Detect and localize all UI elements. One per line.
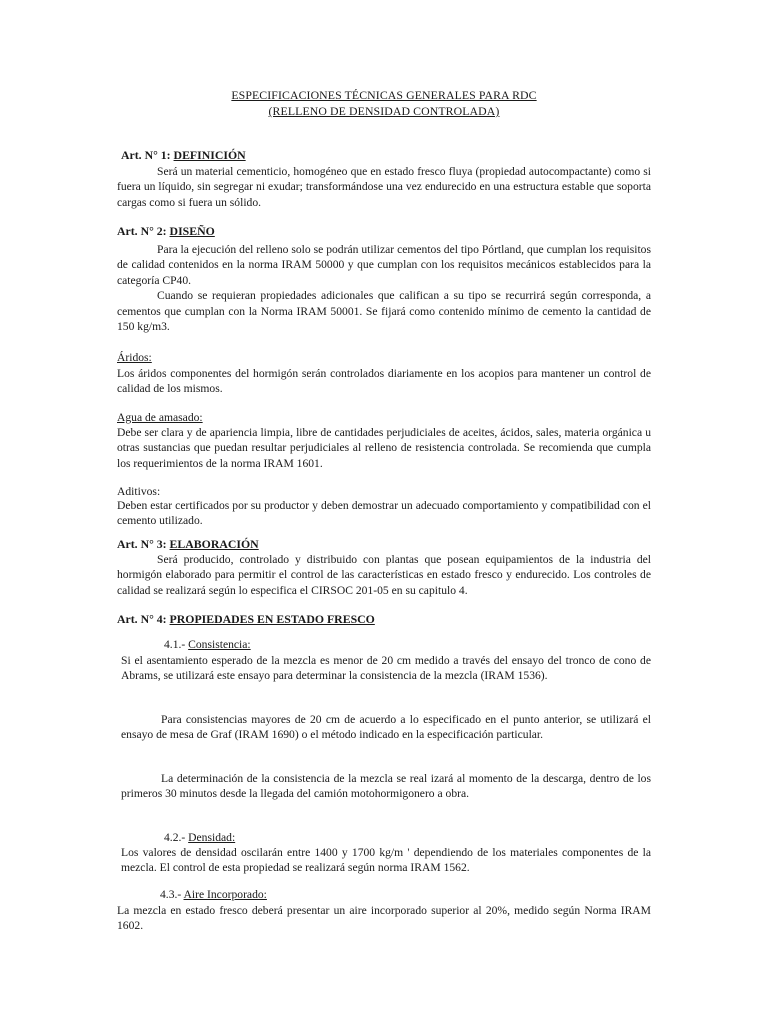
section-4-3-paragraph: La mezcla en estado fresco deberá presentar un aire incorporado superior al 20%, medido según Norma IRAM 1602. [117, 904, 651, 933]
section-4-2-body [121, 845, 651, 876]
art2-paragraph-1: Para la ejecución del relleno solo se podrán utilizar cementos del tipo Pórtland, que cumplan los requisitos de calidad contenidos en la norma IRAM 50000 y que cumplan con los requisitos mecánicos establecidos para la categoría CP40. [117, 243, 651, 287]
section-4-1-body-1 [121, 653, 651, 684]
art3-body [117, 552, 651, 598]
art3-name: ELABORACIÓN [169, 537, 259, 551]
art4-heading [117, 612, 375, 627]
section-4-1-body-3 [121, 771, 651, 802]
section-4-1-label [164, 637, 251, 652]
section-4-1-number: 4.1.- [164, 638, 189, 651]
art2-body [117, 242, 651, 334]
section-4-1-paragraph-2: Para consistencias mayores de 20 cm de acuerdo a lo especificado en el punto anterior, se utilizará el ensayo de mesa de Graf (IRAM 1690) o el método indicado en la especificación particular. [121, 713, 651, 742]
agua-label: Agua de amasado: [117, 411, 203, 424]
art1-paragraph: Será un material cementicio, homogéneo que en estado fresco fluya (propiedad autocompactante) como si fuera un líquido, sin segregar ni exudar; transformándose una vez endurecido en una estructura estable que soporta cargas como si fuera un sólido. [117, 165, 651, 209]
aditivos-body [117, 498, 651, 529]
art3-prefix: Art. N° 3: [117, 537, 170, 551]
section-4-2-paragraph: Los valores de densidad oscilarán entre 1400 y 1700 kg/m ' dependiendo de los materiales componentes de la mezcla. El control de esta propiedad se realizará según norma IRAM 1562. [121, 846, 651, 875]
section-4-1-body-2 [121, 712, 651, 743]
agua-paragraph: Debe ser clara y de apariencia limpia, libre de cantidades perjudiciales de aceites, ácidos, sales, materia orgánica u otras sustancias que puedan resultar perjudiciales al relleno de resistencia controlada. Se recomienda que cumpla los requerimientos de la norma IRAM 1601. [117, 426, 651, 470]
aridos-paragraph: Los áridos componentes del hormigón serán controlados diariamente en los acopios para mantener un control de calidad de los mismos. [117, 367, 651, 396]
aridos-body [117, 366, 651, 397]
section-4-3-number: 4.3.- [160, 888, 184, 901]
art1-name: DEFINICIÓN [173, 148, 246, 162]
section-4-1-paragraph-1: Si el asentamiento esperado de la mezcla es menor de 20 cm medido a través del ensayo del tronco de cono de Abrams, se utilizará este ensayo para determinar la consistencia de la mezcla (IRAM 1536). [121, 654, 651, 683]
art4-name: PROPIEDADES EN ESTADO FRESCO [169, 612, 375, 626]
aridos-label: Áridos: [117, 351, 152, 364]
section-4-2-number: 4.2.- [164, 831, 189, 844]
art4-prefix: Art. N° 4: [117, 612, 170, 626]
section-4-3-name: Aire Incorporado: [183, 888, 267, 901]
art3-paragraph: Será producido, controlado y distribuido con plantas que posean equipamientos de la industria del hormigón elaborado para permitir el control de las características en estado fresco y endurecido. Los controles de calidad se realizará según lo especifica el CIRSOC 201-05 en su capitulo 4. [117, 553, 651, 597]
section-4-1-paragraph-3: La determinación de la consistencia de la mezcla se real izará al momento de la descarga, dentro de los primeros 30 minutos desde la llegada del camión motohormigonero a obra. [121, 772, 651, 801]
aditivos-paragraph: Deben estar certificados por su productor y deben demostrar un adecuado comportamiento y compatibilidad con el cemento utilizado. [117, 499, 651, 528]
section-4-1-name: Consistencia: [188, 638, 251, 651]
art2-paragraph-2: Cuando se requieran propiedades adicionales que califican a su tipo se recurrirá según corresponda, a cementos que cumplan con la Norma IRAM 50001. Se fijará como contenido mínimo de cemento la cantidad de 150 kg/m3. [117, 289, 651, 334]
aditivos-label: Aditivos: [117, 485, 161, 498]
art2-prefix: Art. N° 2: [117, 224, 170, 238]
art1-body [117, 164, 651, 210]
section-4-3-label [160, 887, 267, 902]
document-subtitle: (RELLENO DE DENSIDAD CONTROLADA) [268, 104, 500, 118]
agua-body [117, 425, 651, 471]
document-title: ESPECIFICACIONES TÉCNICAS GENERALES PARA RDC [231, 88, 537, 102]
art1-heading [121, 148, 246, 163]
art2-name: DISEÑO [169, 224, 215, 238]
section-4-3-body [117, 903, 651, 934]
section-4-2-name: Densidad: [188, 831, 236, 844]
art1-prefix: Art. N° 1: [121, 148, 174, 162]
art3-heading [117, 537, 259, 552]
section-4-2-label [164, 830, 235, 845]
art2-heading [117, 224, 215, 239]
